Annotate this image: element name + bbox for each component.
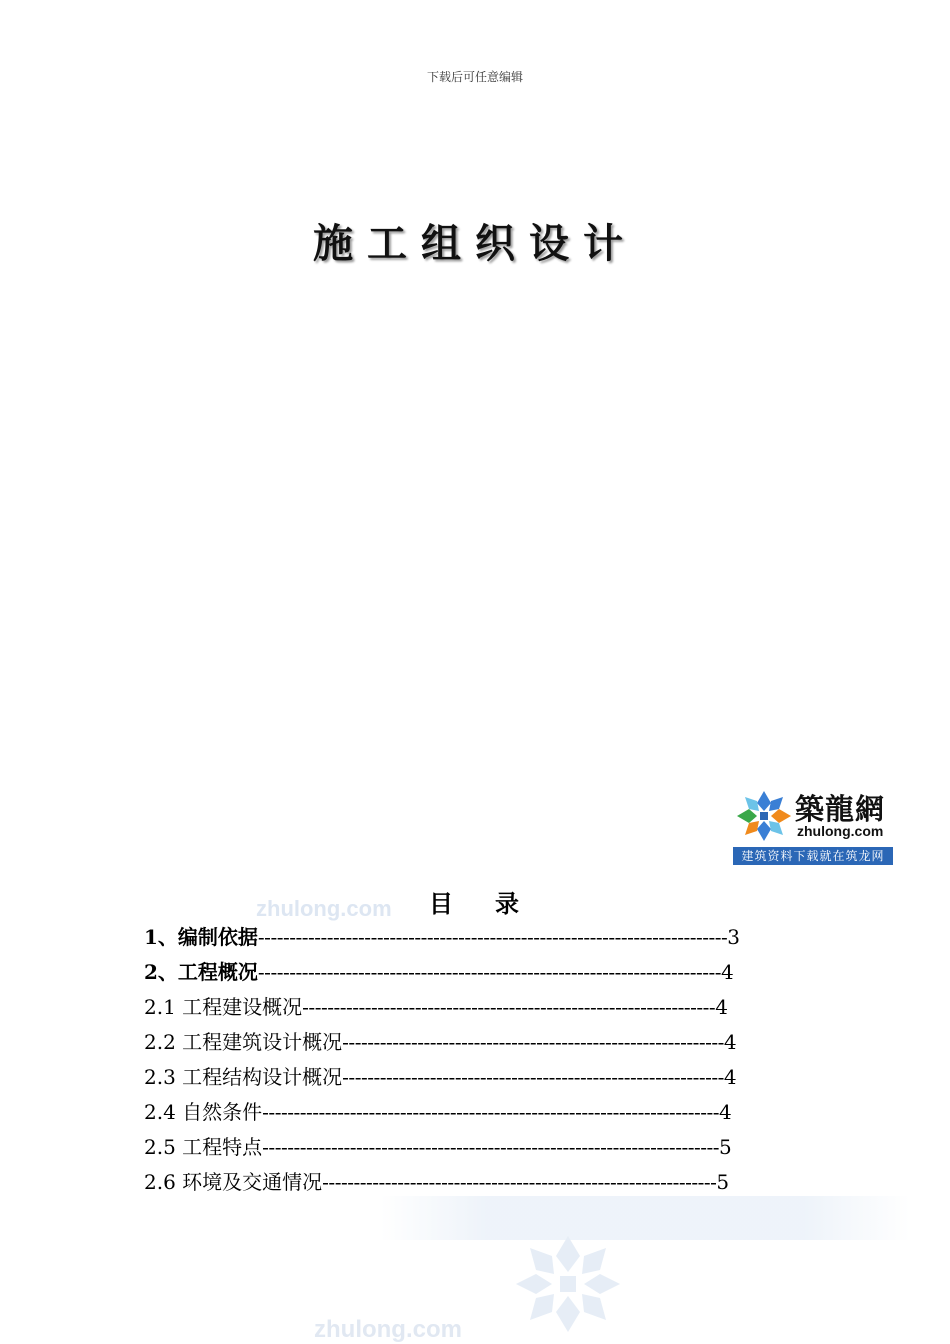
- toc-entry-1[interactable]: [144, 922, 824, 957]
- toc-entry-2[interactable]: [144, 957, 824, 992]
- toc-leader: --------------------------------------------------------------------------: [257, 960, 721, 984]
- toc-entry-2-1[interactable]: [144, 992, 824, 1027]
- toc-entry-title: 2、工程概况: [144, 960, 258, 984]
- toc-leader: ---------------------------------------------------------------------------: [257, 925, 728, 949]
- toc-entry-page: 4: [715, 995, 728, 1019]
- toc-entry-page: 5: [719, 1135, 732, 1159]
- toc-entry-title: 1、编制依据: [144, 925, 258, 949]
- toc-entry-2-4[interactable]: [144, 1097, 824, 1132]
- toc-leader: -------------------------------------------------------------------------: [262, 1100, 719, 1124]
- logo-slogan: 建筑资料下载就在筑龙网: [733, 847, 893, 865]
- toc-leader: ------------------------------------------------------------------: [302, 995, 716, 1019]
- table-of-contents: [144, 922, 824, 1202]
- header-note: 下载后可任意编辑: [426, 70, 523, 84]
- document-title: 施工组织设计: [313, 220, 637, 267]
- toc-heading-char-1: 目: [429, 889, 455, 918]
- zhulong-logo: [733, 787, 893, 865]
- watermark-band: [380, 1196, 910, 1240]
- toc-entry-2-6[interactable]: [144, 1167, 824, 1202]
- toc-entry-2-2[interactable]: [144, 1027, 824, 1062]
- toc-leader: -------------------------------------------------------------: [342, 1030, 724, 1054]
- logo-url: zhulong.com: [797, 823, 884, 839]
- toc-entry-title: 2.6 环境及交通情况: [144, 1170, 323, 1194]
- toc-entry-page: 5: [716, 1170, 730, 1194]
- toc-entry-title: 2.4 自然条件: [144, 1100, 263, 1124]
- toc-entry-2-3[interactable]: [144, 1062, 824, 1097]
- toc-entry-page: 4: [723, 1065, 737, 1089]
- zhulong-mark-icon: [735, 789, 793, 843]
- logo-name: 築龍網: [795, 792, 886, 826]
- watermark-text-bottom: zhulong.com: [314, 1316, 462, 1343]
- watermark-text-top: zhulong.com: [256, 896, 392, 921]
- toc-entry-title: 2.3 工程结构设计概况: [144, 1065, 343, 1089]
- toc-entry-title: 2.2 工程建筑设计概况: [144, 1030, 343, 1054]
- toc-entry-page: 4: [719, 1100, 732, 1124]
- toc-leader: -------------------------------------------------------------: [342, 1065, 724, 1089]
- toc-leader: ---------------------------------------------------------------: [322, 1170, 717, 1194]
- watermark-flower-icon: [512, 1234, 624, 1334]
- toc-entry-page: 4: [723, 1030, 737, 1054]
- toc-entry-title: 2.5 工程特点: [144, 1135, 263, 1159]
- toc-leader: -------------------------------------------------------------------------: [262, 1135, 719, 1159]
- toc-entry-title: 2.1 工程建设概况: [144, 995, 303, 1019]
- toc-entry-page: 3: [727, 925, 740, 949]
- toc-heading-char-2: 录: [495, 889, 521, 918]
- toc-entry-page: 4: [721, 960, 734, 984]
- toc-entry-2-5[interactable]: [144, 1132, 824, 1167]
- toc-heading: [0, 884, 950, 919]
